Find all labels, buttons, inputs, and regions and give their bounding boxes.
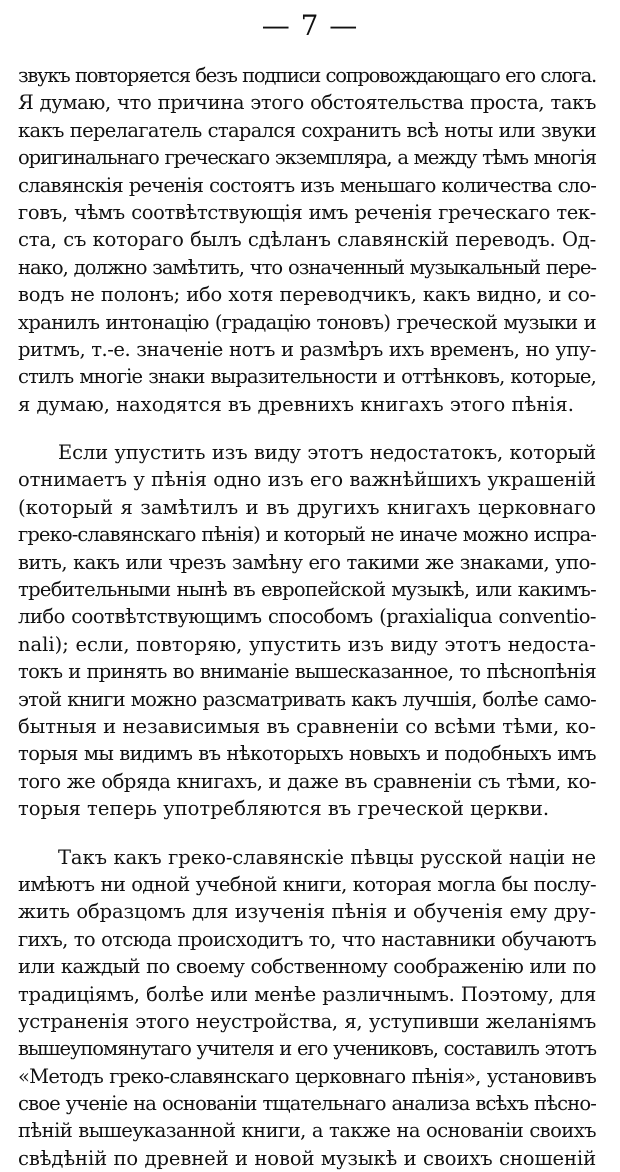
paragraph-3 [18, 844, 596, 1172]
text-line: бытныя и независимыя въ сравненiи со всѣми тѣми, ко- [18, 714, 596, 738]
text-line: свое ученiе на основанiи тщательнаго анализа всѣхъ пѣсно- [18, 1092, 596, 1116]
text-line: я думаю, находятся въ древнихъ книгахъ этого пѣнiя. [18, 392, 574, 416]
paragraph-1 [18, 62, 596, 418]
text-line: Если упустить изъ виду этотъ недостатокъ, который [58, 441, 596, 465]
text-line: ста, съ котораго былъ сдѣланъ славянскiй переводъ. Од- [18, 228, 596, 252]
page-number: — 7 — [261, 9, 359, 42]
text-line: звукъ повторяется безъ подписи сопровождающаго его слога. [18, 64, 596, 87]
text-line: греко-славянскаго пѣнiя) и который не иначе можно испра- [18, 523, 596, 547]
text-line: какъ перелагатель старался сохранить всѣ ноты или звуки [18, 118, 596, 142]
text-line: имѣютъ ни одной учебной книги, которая могла бы послу- [18, 872, 596, 896]
text-line: нако, должно замѣтить, что означенный музыкальный пере- [18, 255, 596, 279]
text-line: Я думаю, что причина этого обстоятельства проста, такъ [18, 91, 596, 115]
text-line: торыя теперь употребляются въ греческой церкви. [18, 797, 550, 821]
text-line: торыя мы видимъ въ нѣкоторыхъ новыхъ и подобныхъ имъ [18, 742, 596, 766]
text-line: хранилъ интонацiю (градацiю тоновъ) греческой музыки и [18, 310, 596, 334]
text-line: жить образцомъ для изученiя пѣнiя и обученiя ему дру- [18, 900, 596, 924]
text-line: «Методъ греко-славянскаго церковнаго пѣнiя», установивъ [18, 1064, 596, 1088]
text-line: славянскiя реченiя состоятъ изъ меньшаго количества сло- [18, 173, 596, 197]
text-line: токъ и принять во вниманiе вышесказанное, то пѣснопѣнiя [18, 660, 596, 684]
text-line: устраненiя этого неустройства, я, уступивши желанiямъ [18, 1009, 596, 1033]
text-line: гихъ, то отсюда происходитъ то, что наставники обучаютъ [18, 927, 596, 951]
text-line: отнимаетъ у пѣнiя одно изъ его важнѣйшихъ украшенiй [18, 468, 596, 492]
text-line: nali); если, повторяю, упустить изъ виду этотъ недоста- [18, 632, 596, 656]
text-line: того же обряда книгахъ, и даже въ сравненiи съ тѣми, ко- [18, 769, 596, 793]
text-line: говъ, чѣмъ соотвѣтствующiя имъ реченiя греческаго тек- [18, 200, 596, 224]
body-text [18, 62, 596, 1172]
text-line: стилъ многiе знаки выразительности и оттѣнковъ, которые, [18, 365, 596, 389]
text-line: вить, какъ или чрезъ замѣну его такими же знаками, упо- [18, 550, 596, 574]
text-line: (который я замѣтилъ и въ другихъ книгахъ церковнаго [18, 495, 596, 519]
text-line: этой книги можно разсматривать какъ лучшiя, болѣе само- [18, 687, 596, 711]
paragraph-2 [18, 439, 596, 822]
text-line: свѣдѣнiй по древней и новой музыкѣ и своихъ сношенiй [18, 1146, 596, 1170]
text-line: оригинальнаго греческаго экземпляра, а между тѣмъ многiя [18, 146, 596, 170]
text-line: пѣнiй вышеуказанной книги, а также на основанiи своихъ [18, 1119, 596, 1143]
text-line: вышеупомянутаго учителя и его учениковъ, составилъ этотъ [18, 1037, 596, 1061]
text-line: или каждый по своему собственному соображенiю или по [18, 955, 596, 979]
text-line: Такъ какъ греко-славянскiе пѣвцы русской нацiи не [58, 845, 596, 869]
text-line: либо соотвѣтствующимъ способомъ (praxialiqua conventio- [18, 605, 596, 629]
text-line: водъ не полонъ; ибо хотя переводчикъ, какъ видно, и со- [18, 283, 596, 307]
text-line: требительными нынѣ въ европейской музыкѣ, или какимъ- [18, 578, 596, 602]
text-line: традицiямъ, болѣе или менѣе различнымъ. Поэтому, для [18, 982, 596, 1006]
text-line: ритмъ, т.-е. значенiе нотъ и размѣръ ихъ временъ, но упу- [18, 337, 596, 361]
